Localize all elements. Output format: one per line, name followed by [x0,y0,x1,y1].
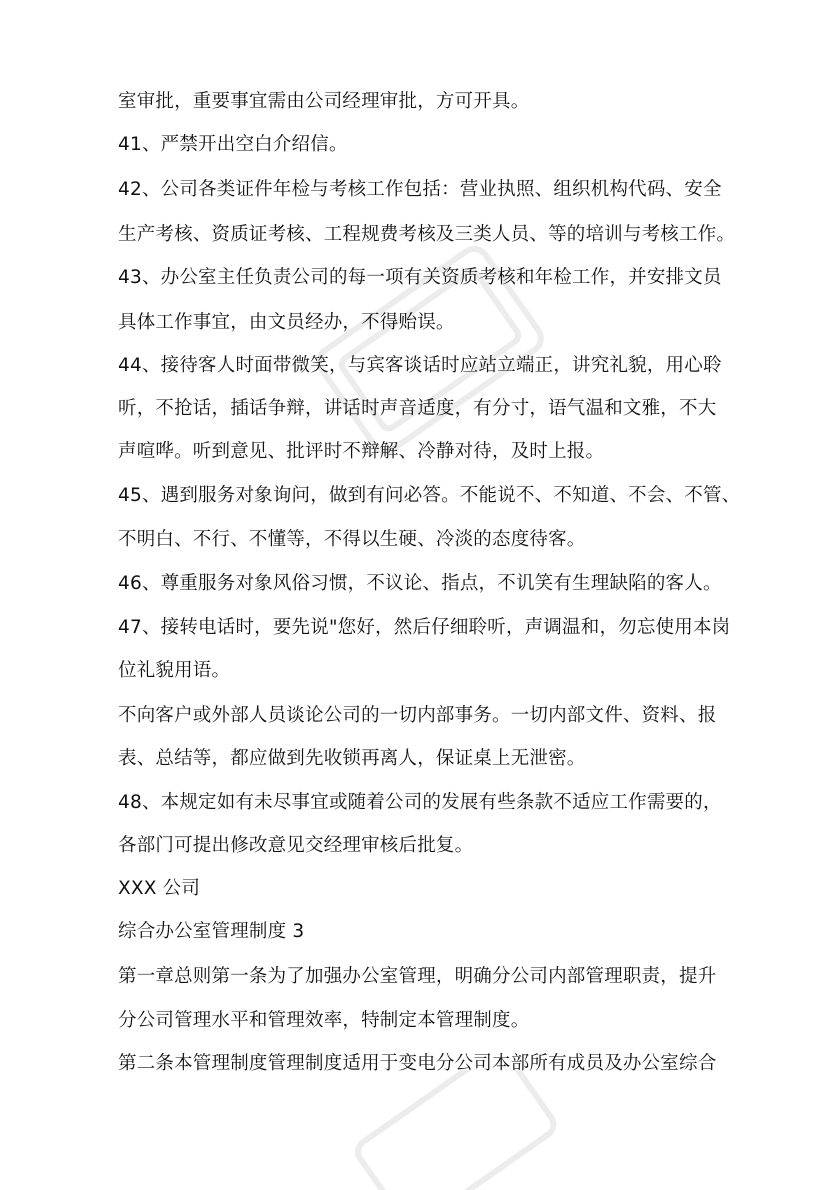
text-line-18: 各部门可提出修改意见交经理审核后批复。 [118,835,474,856]
text-line-23: 第二条本管理制度管理制度适用于变电分公司本部所有成员及办公室综合 [118,1053,717,1074]
text-line-5: 43、办公室主任负责公司的每一项有关资质考核和年检工作，并安排文员 [118,267,722,288]
text-line-8: 听，不抢话，插话争辩，讲话时声音适度，有分寸，语气温和文雅，不大 [118,398,717,419]
text-line-6: 具体工作事宜，由文员经办，不得贻误。 [118,312,455,333]
text-line-17: 48、本规定如有未尽事宜或随着公司的发展有些条款不适应工作需要的， [118,792,722,813]
text-line-9: 声喧哗。听到意见、批评时不辩解、冷静对待，及时上报。 [118,441,605,462]
text-line-1: 室审批，重要事宜需由公司经理审批，方可开具。 [118,91,530,112]
text-line-2: 41、严禁开出空白介绍信。 [118,134,348,155]
text-line-13: 47、接转电话时，要先说"您好，然后仔细聆听，声调温和，勿忘使用本岗 [118,617,731,638]
text-line-7: 44、接待客人时面带微笑，与宾客谈话时应站立端正，讲究礼貌，用心聆 [118,355,722,376]
text-line-19: XXX 公司 [118,878,201,899]
text-line-21: 第一章总则第一条为了加强办公室管理，明确分公司内部管理职责，提升 [118,966,717,987]
text-line-16: 表、总结等，都应做到先收锁再离人，保证桌上无泄密。 [118,748,586,769]
text-line-3: 42、公司各类证件年检与考核工作包括：营业执照、组织机构代码、安全 [118,179,722,200]
text-line-10: 45、遇到服务对象询问，做到有问必答。不能说不、不知道、不会、不管、 [118,485,741,506]
text-line-4: 生产考核、资质证考核、工程规费考核及三类人员、等的培训与考核工作。 [118,224,736,245]
text-line-14: 位礼貌用语。 [118,660,231,681]
text-line-22: 分公司管理水平和管理效率，特制定本管理制度。 [118,1010,530,1031]
watermark-stamp-bottom-icon [340,1070,560,1190]
text-line-20: 综合办公室管理制度 3 [118,921,305,942]
text-line-11: 不明白、不行、不懂等，不得以生硬、冷淡的态度待客。 [118,529,586,550]
text-line-12: 46、尊重服务对象风俗习惯，不议论、指点，不讥笑有生理缺陷的客人。 [118,573,722,594]
text-line-15: 不向客户或外部人员谈论公司的一切内部事务。一切内部文件、资料、报 [118,705,717,726]
